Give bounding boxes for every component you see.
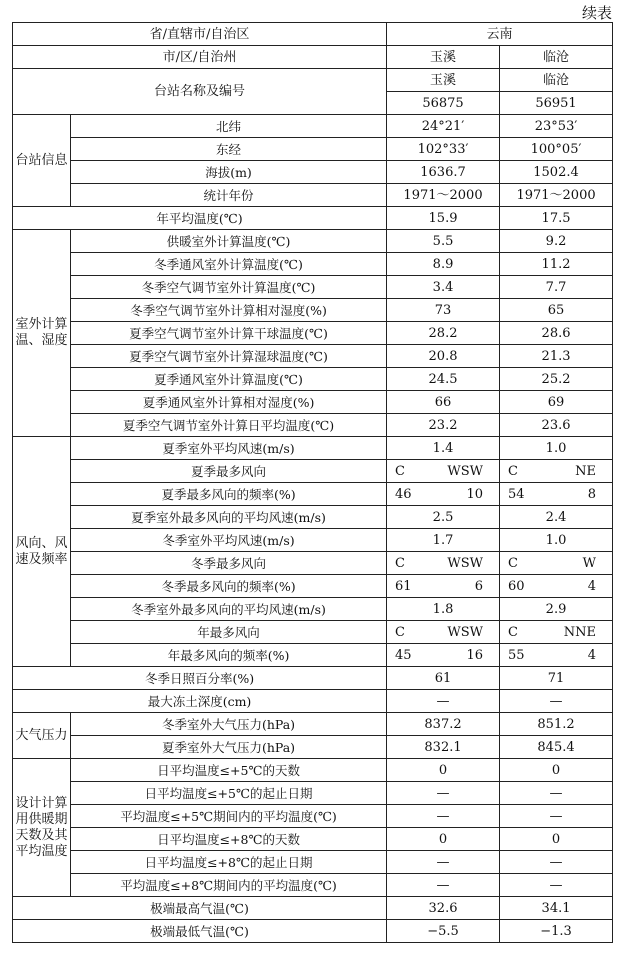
- value-cell-2: 34.1: [500, 897, 613, 920]
- value-cell-2: 1.0: [500, 529, 613, 552]
- item-label: 冬季空气调节室外计算相对湿度(%): [71, 299, 387, 322]
- item-label: 夏季空气调节室外计算日平均温度(℃): [71, 414, 387, 437]
- table-row: [13, 851, 613, 874]
- item-label: 年最多风向的频率(%): [71, 644, 387, 667]
- table-row: [13, 713, 613, 736]
- item-label: 日平均温度≤+5℃的天数: [71, 759, 387, 782]
- city-label: 市/区/自治州: [13, 46, 387, 69]
- value-part: 16: [466, 647, 484, 663]
- station-label: 台站名称及编号: [13, 69, 387, 115]
- item-label: 极端最高气温(℃): [13, 897, 387, 920]
- item-label: 夏季通风室外计算相对湿度(%): [71, 391, 387, 414]
- item-label: 冬季日照百分率(%): [13, 667, 387, 690]
- value-cell-1: 73: [387, 299, 500, 322]
- value-cell-2: 0: [500, 828, 613, 851]
- value-part: 4: [587, 647, 597, 663]
- table-row: [13, 736, 613, 759]
- item-label: 极端最低气温(℃): [13, 920, 387, 943]
- value-part: C: [508, 624, 518, 640]
- value-pair: [500, 648, 612, 663]
- value-cell-2: 65: [500, 299, 613, 322]
- value-cell-2: 69: [500, 391, 613, 414]
- value-cell-1: —: [387, 874, 500, 897]
- item-label: 年最多风向: [71, 621, 387, 644]
- value-pair: [387, 464, 499, 479]
- value-cell-1: 15.9: [387, 207, 500, 230]
- value-part: WSW: [447, 555, 484, 571]
- value-cell-2: —: [500, 805, 613, 828]
- value-part: WSW: [447, 463, 484, 479]
- value-cell-1: [387, 621, 500, 644]
- category-label: 室外计算温、湿度: [13, 230, 71, 437]
- value-pair: [500, 625, 612, 640]
- value-cell-2: 7.7: [500, 276, 613, 299]
- table-row: [13, 552, 613, 575]
- value-cell-2: 2.4: [500, 506, 613, 529]
- item-label: 夏季空气调节室外计算湿球温度(℃): [71, 345, 387, 368]
- value-cell-1: [387, 644, 500, 667]
- value-cell-1: [387, 460, 500, 483]
- value-pair: [387, 556, 499, 571]
- value-part: 55: [508, 647, 525, 663]
- table-row: [13, 161, 613, 184]
- value-part: 61: [395, 578, 412, 594]
- table-row: [13, 115, 613, 138]
- category-label: 设计计算用供暖期天数及其平均温度: [13, 759, 71, 897]
- value-cell-1: [387, 483, 500, 506]
- value-cell-1: 23.2: [387, 414, 500, 437]
- value-pair: [500, 579, 612, 594]
- value-part: C: [395, 624, 405, 640]
- item-label: 夏季室外最多风向的平均风速(m/s): [71, 506, 387, 529]
- value-part: NE: [575, 463, 597, 479]
- item-label: 冬季空气调节室外计算温度(℃): [71, 276, 387, 299]
- value-cell-2: 1502.4: [500, 161, 613, 184]
- value-cell-1: 24°21′: [387, 115, 500, 138]
- station-1: 玉溪: [387, 69, 500, 92]
- table-row: [13, 644, 613, 667]
- value-cell-1: 32.6: [387, 897, 500, 920]
- item-label: 冬季通风室外计算温度(℃): [71, 253, 387, 276]
- value-part: W: [582, 555, 597, 571]
- value-cell-2: 9.2: [500, 230, 613, 253]
- table-row: [13, 874, 613, 897]
- table-row: [13, 345, 613, 368]
- value-cell-1: 102°33′: [387, 138, 500, 161]
- table-row: [13, 184, 613, 207]
- item-label: 海拔(m): [71, 161, 387, 184]
- value-part: 10: [466, 486, 484, 502]
- item-label: 夏季室外大气压力(hPa): [71, 736, 387, 759]
- value-cell-2: 28.6: [500, 322, 613, 345]
- value-cell-1: 20.8: [387, 345, 500, 368]
- table-row: [13, 460, 613, 483]
- value-cell-1: —: [387, 690, 500, 713]
- value-cell-2: 21.3: [500, 345, 613, 368]
- value-cell-2: 851.2: [500, 713, 613, 736]
- value-cell-2: 23.6: [500, 414, 613, 437]
- value-cell-1: 832.1: [387, 736, 500, 759]
- item-label: 平均温度≤+8℃期间内的平均温度(℃): [71, 874, 387, 897]
- value-cell-2: 17.5: [500, 207, 613, 230]
- value-pair: [387, 648, 499, 663]
- item-label: 最大冻土深度(cm): [13, 690, 387, 713]
- table-row: [13, 690, 613, 713]
- value-cell-2: 11.2: [500, 253, 613, 276]
- item-label: 冬季室外大气压力(hPa): [71, 713, 387, 736]
- item-label: 冬季最多风向的频率(%): [71, 575, 387, 598]
- table-row: [13, 506, 613, 529]
- item-label: 供暖室外计算温度(℃): [71, 230, 387, 253]
- climate-data-table: [12, 22, 613, 943]
- value-cell-1: 28.2: [387, 322, 500, 345]
- value-part: 6: [474, 578, 484, 594]
- value-cell-2: —: [500, 782, 613, 805]
- table-row: [13, 667, 613, 690]
- value-cell-1: 1.4: [387, 437, 500, 460]
- item-label: 东经: [71, 138, 387, 161]
- value-cell-2: 2.9: [500, 598, 613, 621]
- continued-label: 续表: [581, 4, 612, 22]
- value-cell-2: —: [500, 851, 613, 874]
- value-part: 45: [395, 647, 412, 663]
- table-row: [13, 391, 613, 414]
- value-part: 8: [587, 486, 597, 502]
- value-part: C: [508, 463, 518, 479]
- value-cell-1: 2.5: [387, 506, 500, 529]
- item-label: 夏季最多风向: [71, 460, 387, 483]
- value-cell-2: 0: [500, 759, 613, 782]
- value-cell-1: 0: [387, 828, 500, 851]
- value-cell-2: [500, 644, 613, 667]
- value-cell-2: 845.4: [500, 736, 613, 759]
- value-cell-1: —: [387, 851, 500, 874]
- item-label: 年平均温度(℃): [13, 207, 387, 230]
- value-pair: [387, 487, 499, 502]
- value-cell-1: 1636.7: [387, 161, 500, 184]
- category-label: 风向、风速及频率: [13, 437, 71, 667]
- value-pair: [500, 487, 612, 502]
- value-part: 60: [508, 578, 525, 594]
- value-cell-2: [500, 483, 613, 506]
- province-name: 云南: [387, 23, 613, 46]
- value-cell-2: —: [500, 690, 613, 713]
- value-part: 4: [587, 578, 597, 594]
- item-label: 统计年份: [71, 184, 387, 207]
- station-name-row: [13, 69, 613, 92]
- value-part: C: [395, 463, 405, 479]
- value-cell-1: 61: [387, 667, 500, 690]
- value-pair: [387, 579, 499, 594]
- value-pair: [387, 625, 499, 640]
- value-cell-1: 1971～2000: [387, 184, 500, 207]
- value-cell-1: —: [387, 805, 500, 828]
- table-row: [13, 897, 613, 920]
- value-part: NNE: [563, 624, 597, 640]
- value-part: C: [395, 555, 405, 571]
- item-label: 夏季室外平均风速(m/s): [71, 437, 387, 460]
- table-row: [13, 414, 613, 437]
- item-label: 日平均温度≤+5℃的起止日期: [71, 782, 387, 805]
- value-cell-1: 1.7: [387, 529, 500, 552]
- value-cell-2: 25.2: [500, 368, 613, 391]
- table-row: [13, 621, 613, 644]
- table-row: [13, 253, 613, 276]
- table-row: [13, 805, 613, 828]
- value-cell-1: 837.2: [387, 713, 500, 736]
- item-label: 冬季室外平均风速(m/s): [71, 529, 387, 552]
- item-label: 北纬: [71, 115, 387, 138]
- value-part: C: [508, 555, 518, 571]
- table-row: [13, 529, 613, 552]
- category-label: 台站信息: [13, 115, 71, 207]
- value-part: 54: [508, 486, 525, 502]
- table-row: [13, 828, 613, 851]
- value-cell-1: [387, 575, 500, 598]
- item-label: 平均温度≤+5℃期间内的平均温度(℃): [71, 805, 387, 828]
- value-cell-1: 0: [387, 759, 500, 782]
- station-id-1: 56875: [387, 92, 500, 115]
- value-cell-1: 66: [387, 391, 500, 414]
- value-part: WSW: [447, 624, 484, 640]
- value-cell-1: 3.4: [387, 276, 500, 299]
- item-label: 日平均温度≤+8℃的天数: [71, 828, 387, 851]
- value-cell-1: 1.8: [387, 598, 500, 621]
- value-cell-2: [500, 552, 613, 575]
- value-cell-1: −5.5: [387, 920, 500, 943]
- city-1: 玉溪: [387, 46, 500, 69]
- category-label: 大气压力: [13, 713, 71, 759]
- province-row: [13, 23, 613, 46]
- value-cell-2: 23°53′: [500, 115, 613, 138]
- item-label: 夏季空气调节室外计算干球温度(℃): [71, 322, 387, 345]
- value-cell-2: 100°05′: [500, 138, 613, 161]
- table-row: [13, 138, 613, 161]
- table-row: [13, 230, 613, 253]
- city-row: [13, 46, 613, 69]
- table-row: [13, 782, 613, 805]
- item-label: 冬季最多风向: [71, 552, 387, 575]
- value-cell-2: [500, 460, 613, 483]
- value-pair: [500, 464, 612, 479]
- value-cell-2: 1971～2000: [500, 184, 613, 207]
- value-cell-1: 8.9: [387, 253, 500, 276]
- value-cell-2: −1.3: [500, 920, 613, 943]
- table-row: [13, 598, 613, 621]
- city-2: 临沧: [500, 46, 613, 69]
- item-label: 夏季最多风向的频率(%): [71, 483, 387, 506]
- station-2: 临沧: [500, 69, 613, 92]
- value-cell-1: 24.5: [387, 368, 500, 391]
- value-cell-2: [500, 575, 613, 598]
- table-row: [13, 920, 613, 943]
- value-cell-1: [387, 552, 500, 575]
- table-row: [13, 207, 613, 230]
- province-label: 省/直辖市/自治区: [13, 23, 387, 46]
- table-row: [13, 759, 613, 782]
- table-row: [13, 437, 613, 460]
- value-pair: [500, 556, 612, 571]
- value-cell-2: 1.0: [500, 437, 613, 460]
- table-row: [13, 575, 613, 598]
- value-cell-1: 5.5: [387, 230, 500, 253]
- item-label: 夏季通风室外计算温度(℃): [71, 368, 387, 391]
- table-row: [13, 276, 613, 299]
- value-cell-2: [500, 621, 613, 644]
- station-id-2: 56951: [500, 92, 613, 115]
- table-row: [13, 322, 613, 345]
- value-part: 46: [395, 486, 412, 502]
- value-cell-2: 71: [500, 667, 613, 690]
- value-cell-1: —: [387, 782, 500, 805]
- table-row: [13, 299, 613, 322]
- item-label: 冬季室外最多风向的平均风速(m/s): [71, 598, 387, 621]
- value-cell-2: —: [500, 874, 613, 897]
- table-row: [13, 483, 613, 506]
- table-row: [13, 368, 613, 391]
- item-label: 日平均温度≤+8℃的起止日期: [71, 851, 387, 874]
